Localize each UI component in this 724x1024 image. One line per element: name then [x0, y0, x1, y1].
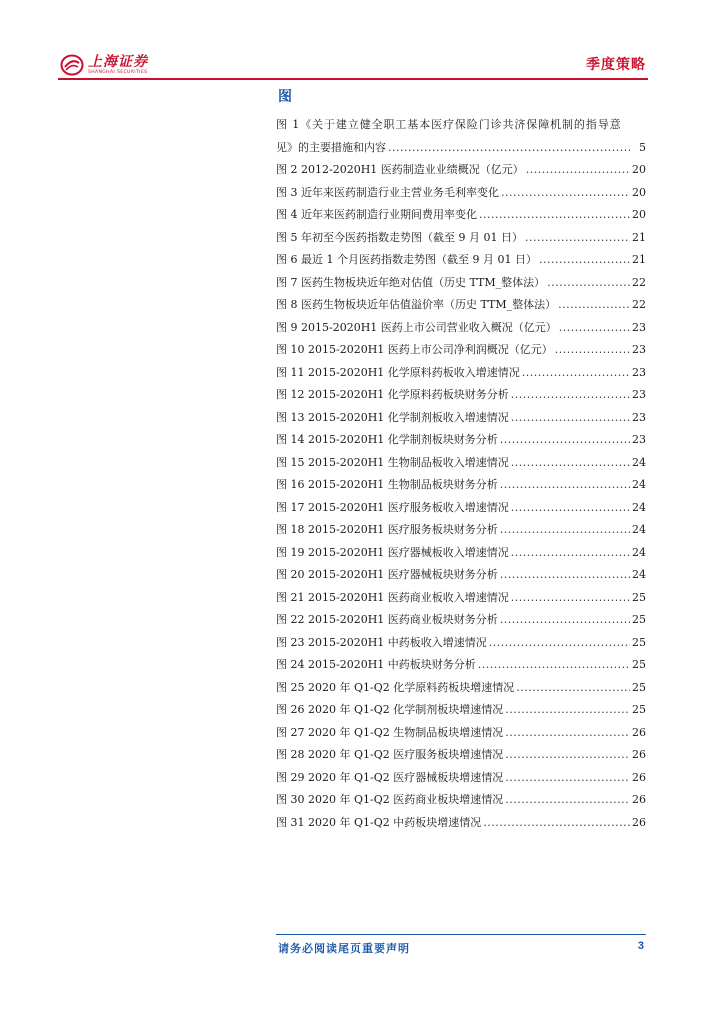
page-number: 3	[637, 940, 644, 952]
toc-entry-page: 25	[632, 635, 646, 649]
toc-entry[interactable]	[276, 362, 646, 385]
toc-leader-dots	[479, 204, 630, 227]
toc-entry-title: 图 25 2020 年 Q1-Q2 化学原料药板块增速情况	[276, 680, 515, 694]
toc-leader-dots	[500, 609, 630, 632]
toc-entry-page: 20	[632, 185, 646, 199]
toc-entry-title: 图 30 2020 年 Q1-Q2 医药商业板块增速情况	[276, 793, 504, 806]
toc-entry-title-line1: 图 1《关于建立健全职工基本医疗保险门诊共济保障机制的指导意	[276, 118, 622, 131]
toc-entry-page: 23	[632, 343, 646, 356]
toc-entry[interactable]	[276, 294, 646, 317]
toc-entry-page: 22	[632, 275, 646, 289]
toc-entry[interactable]	[276, 519, 646, 542]
toc-entry[interactable]	[276, 114, 646, 159]
toc-leader-dots	[559, 317, 630, 340]
toc-leader-dots	[511, 542, 630, 565]
toc-entry-title: 图 14 2015-2020H1 化学制剂板块财务分析	[276, 433, 498, 446]
toc-leader-dots	[388, 137, 630, 160]
toc-entry-page: 25	[632, 613, 646, 626]
toc-entry-page: 26	[632, 815, 646, 829]
figure-index	[276, 84, 646, 834]
toc-entry-page: 25	[632, 590, 646, 604]
toc-entry[interactable]	[276, 789, 646, 812]
toc-entry-title: 图 22 2015-2020H1 医药商业板块财务分析	[276, 613, 498, 626]
toc-entry[interactable]	[276, 227, 646, 250]
toc-entry[interactable]	[276, 339, 646, 362]
toc-entry-title: 图 20 2015-2020H1 医疗器械板块财务分析	[276, 568, 498, 581]
company-logo	[60, 52, 148, 78]
toc-entry-title: 见》的主要措施和内容	[276, 140, 386, 154]
logo-english-text: SHANGHAI SECURITIES	[88, 69, 148, 75]
toc-entry[interactable]	[276, 497, 646, 520]
toc-entry-title: 图 5 年初至今医药指数走势图（截至 9 月 01 日）	[276, 230, 523, 244]
toc-entry-page: 24	[632, 568, 646, 581]
toc-leader-dots	[505, 789, 630, 812]
toc-entry[interactable]	[276, 317, 646, 340]
toc-leader-dots	[505, 744, 630, 767]
toc-entry[interactable]	[276, 722, 646, 745]
toc-leader-dots	[555, 339, 630, 362]
toc-entry-title: 图 15 2015-2020H1 生物制品板收入增速情况	[276, 455, 509, 469]
toc-entry-page: 23	[632, 320, 646, 334]
toc-leader-dots	[525, 227, 630, 250]
toc-entry-title: 图 8 医药生物板块近年估值溢价率（历史 TTM_整体法）	[276, 298, 557, 311]
figure-index-heading: 图	[278, 89, 292, 105]
toc-entry[interactable]	[276, 677, 646, 700]
toc-leader-dots	[516, 677, 630, 700]
toc-leader-dots	[511, 497, 630, 520]
toc-entry-title: 图 27 2020 年 Q1-Q2 生物制品板块增速情况	[276, 725, 504, 739]
toc-entry[interactable]	[276, 452, 646, 475]
toc-entry-page: 20	[632, 208, 646, 221]
toc-entry-page: 5	[639, 140, 646, 154]
toc-entry-page: 23	[632, 410, 646, 424]
toc-entry[interactable]	[276, 204, 646, 227]
toc-entry[interactable]	[276, 182, 646, 205]
toc-leader-dots	[526, 159, 630, 182]
toc-entry-page: 24	[632, 523, 646, 536]
toc-entry[interactable]	[276, 564, 646, 587]
toc-leader-dots	[539, 249, 630, 272]
toc-entry[interactable]	[276, 542, 646, 565]
toc-leader-dots	[500, 519, 630, 542]
toc-entry-page: 25	[632, 680, 646, 694]
toc-entry[interactable]	[276, 654, 646, 677]
footer-disclaimer: 请务必阅读尾页重要声明	[278, 942, 410, 955]
toc-leader-dots	[511, 587, 630, 610]
logo-chinese-text: 上海证券	[88, 53, 148, 70]
toc-entry-title: 图 19 2015-2020H1 医疗器械板收入增速情况	[276, 545, 509, 559]
toc-entry-title: 图 31 2020 年 Q1-Q2 中药板块增速情况	[276, 815, 482, 829]
toc-entry[interactable]	[276, 767, 646, 790]
toc-entry-title: 图 2 2012-2020H1 医药制造业业绩概况（亿元）	[276, 163, 524, 176]
toc-entry-title: 图 13 2015-2020H1 化学制剂板收入增速情况	[276, 410, 509, 424]
toc-entry-page: 23	[632, 388, 646, 401]
toc-entry-page: 23	[632, 365, 646, 379]
toc-entry-title: 图 12 2015-2020H1 化学原料药板块财务分析	[276, 388, 509, 401]
toc-leader-dots	[505, 767, 630, 790]
toc-entry-title: 图 6 最近 1 个月医药指数走势图（截至 9 月 01 日）	[276, 253, 537, 266]
toc-entry[interactable]	[276, 429, 646, 452]
header-divider	[58, 78, 648, 80]
toc-entry[interactable]	[276, 744, 646, 767]
toc-entry-title: 图 7 医药生物板块近年绝对估值（历史 TTM_整体法）	[276, 275, 546, 289]
toc-leader-dots	[478, 654, 630, 677]
toc-entry-page: 23	[632, 433, 646, 446]
toc-entry-page: 21	[632, 253, 646, 266]
toc-entry-title: 图 24 2015-2020H1 中药板块财务分析	[276, 658, 476, 671]
toc-entry-page: 26	[632, 793, 646, 806]
logo-emblem-icon	[60, 54, 84, 76]
toc-entry[interactable]	[276, 587, 646, 610]
toc-entry[interactable]	[276, 384, 646, 407]
toc-entry-page: 21	[632, 230, 646, 244]
toc-entry[interactable]	[276, 159, 646, 182]
toc-leader-dots	[500, 564, 630, 587]
figure-index-list	[276, 114, 646, 834]
toc-leader-dots	[500, 474, 630, 497]
toc-entry-title: 图 11 2015-2020H1 化学原料药板收入增速情况	[276, 365, 520, 379]
toc-entry-page: 25	[632, 703, 646, 716]
toc-entry-page: 26	[632, 748, 646, 761]
toc-entry[interactable]	[276, 632, 646, 655]
toc-leader-dots	[558, 294, 630, 317]
section-title: 季度策略	[586, 57, 646, 73]
toc-leader-dots	[511, 452, 630, 475]
toc-entry-title: 图 26 2020 年 Q1-Q2 化学制剂板块增速情况	[276, 703, 504, 716]
toc-entry-title: 图 18 2015-2020H1 医疗服务板块财务分析	[276, 523, 498, 536]
toc-entry-page: 24	[632, 455, 646, 469]
toc-leader-dots	[483, 812, 630, 835]
toc-entry-title: 图 3 近年来医药制造行业主营业务毛利率变化	[276, 185, 499, 199]
toc-leader-dots	[505, 722, 630, 745]
toc-entry[interactable]	[276, 609, 646, 632]
toc-entry[interactable]	[276, 474, 646, 497]
toc-entry-title: 图 29 2020 年 Q1-Q2 医疗器械板块增速情况	[276, 770, 504, 784]
toc-entry[interactable]	[276, 699, 646, 722]
toc-entry[interactable]	[276, 812, 646, 835]
toc-entry-title: 图 28 2020 年 Q1-Q2 医疗服务板块增速情况	[276, 748, 504, 761]
toc-entry-page: 26	[632, 770, 646, 784]
toc-entry-title: 图 9 2015-2020H1 医药上市公司营业收入概况（亿元）	[276, 320, 557, 334]
toc-entry-title: 图 4 近年来医药制造行业期间费用率变化	[276, 208, 477, 221]
toc-leader-dots	[505, 699, 630, 722]
toc-entry-page: 26	[632, 725, 646, 739]
page-header	[58, 48, 648, 80]
toc-entry-page: 25	[632, 658, 646, 671]
toc-leader-dots	[500, 429, 630, 452]
toc-leader-dots	[522, 362, 630, 385]
toc-leader-dots	[511, 384, 630, 407]
page-footer	[276, 934, 646, 962]
toc-leader-dots	[501, 182, 630, 205]
toc-leader-dots	[489, 632, 630, 655]
toc-entry-title: 图 23 2015-2020H1 中药板收入增速情况	[276, 635, 487, 649]
toc-entry-page: 24	[632, 500, 646, 514]
toc-entry-title: 图 21 2015-2020H1 医药商业板收入增速情况	[276, 590, 509, 604]
toc-entry-title: 图 10 2015-2020H1 医药上市公司净利润概况（亿元）	[276, 343, 553, 356]
toc-entry-page: 22	[632, 298, 646, 311]
toc-entry-title: 图 17 2015-2020H1 医疗服务板收入增速情况	[276, 500, 509, 514]
toc-entry-title: 图 16 2015-2020H1 生物制品板块财务分析	[276, 478, 498, 491]
toc-entry[interactable]	[276, 407, 646, 430]
toc-entry-title-line2	[276, 137, 646, 160]
footer-divider	[276, 934, 646, 935]
toc-entry-page: 20	[632, 163, 646, 176]
toc-entry-page: 24	[632, 478, 646, 491]
toc-entry[interactable]	[276, 272, 646, 295]
toc-leader-dots	[511, 407, 630, 430]
toc-entry-page: 24	[632, 545, 646, 559]
toc-entry[interactable]	[276, 249, 646, 272]
toc-leader-dots	[547, 272, 630, 295]
